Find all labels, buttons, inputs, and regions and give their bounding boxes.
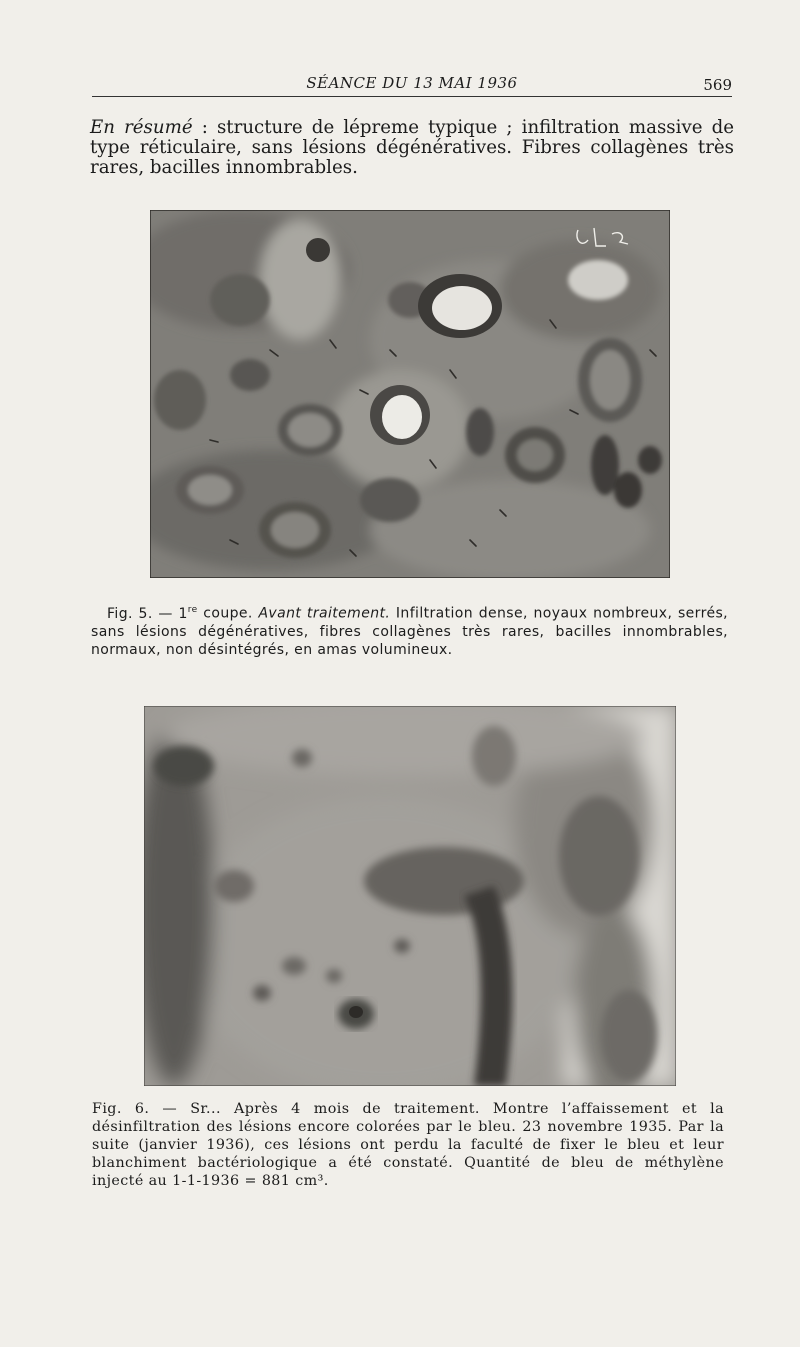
figure-5-caption-mid: coupe. (197, 605, 259, 622)
figure-5-label: Fig. 5. — 1 (107, 605, 188, 622)
running-header (92, 74, 732, 97)
running-title: SÉANCE DU 13 MAI 1936 (306, 74, 518, 92)
figure-5-caption-text: Infiltration dense, noyaux nombreux, serrés, sans lésions dégénératives, fibres collagènes très rares, bacilles innombrables, normaux, non désintégrés, en amas volumineux. (91, 605, 729, 658)
page-number: 569 (703, 76, 732, 94)
figure-6-photograph (144, 706, 676, 1086)
clinical-photo-image (144, 706, 676, 1086)
micrograph-image (150, 210, 670, 578)
summary-paragraph (90, 118, 734, 178)
summary-text: : structure de lépreme typique ; infiltration massive de type réticulaire, sans lésions dégénératives. Fibres collagènes très rares, bacilles innombrables. (90, 117, 734, 178)
figure-5-micrograph (150, 210, 670, 578)
figure-6-caption: Fig. 6. — Sr... Après 4 mois de traitement. Montre l’affaissement et la désinfiltration des lésions encore colorées par le bleu. 23 novembre 1935. Par la suite (janvier 1936), ces lésions ont perdu la faculté de fixer le bleu et leur blanchiment bactériologique a été constaté. Quantité de bleu de méthylène injecté au 1-1-1936 = 881 cm³. (92, 1101, 724, 1189)
figure-5-superscript: re (187, 605, 198, 615)
figure-5-caption-italic: Avant traitement. (258, 605, 391, 622)
summary-lead: En résumé (90, 117, 193, 138)
figure-5-caption (91, 601, 728, 659)
